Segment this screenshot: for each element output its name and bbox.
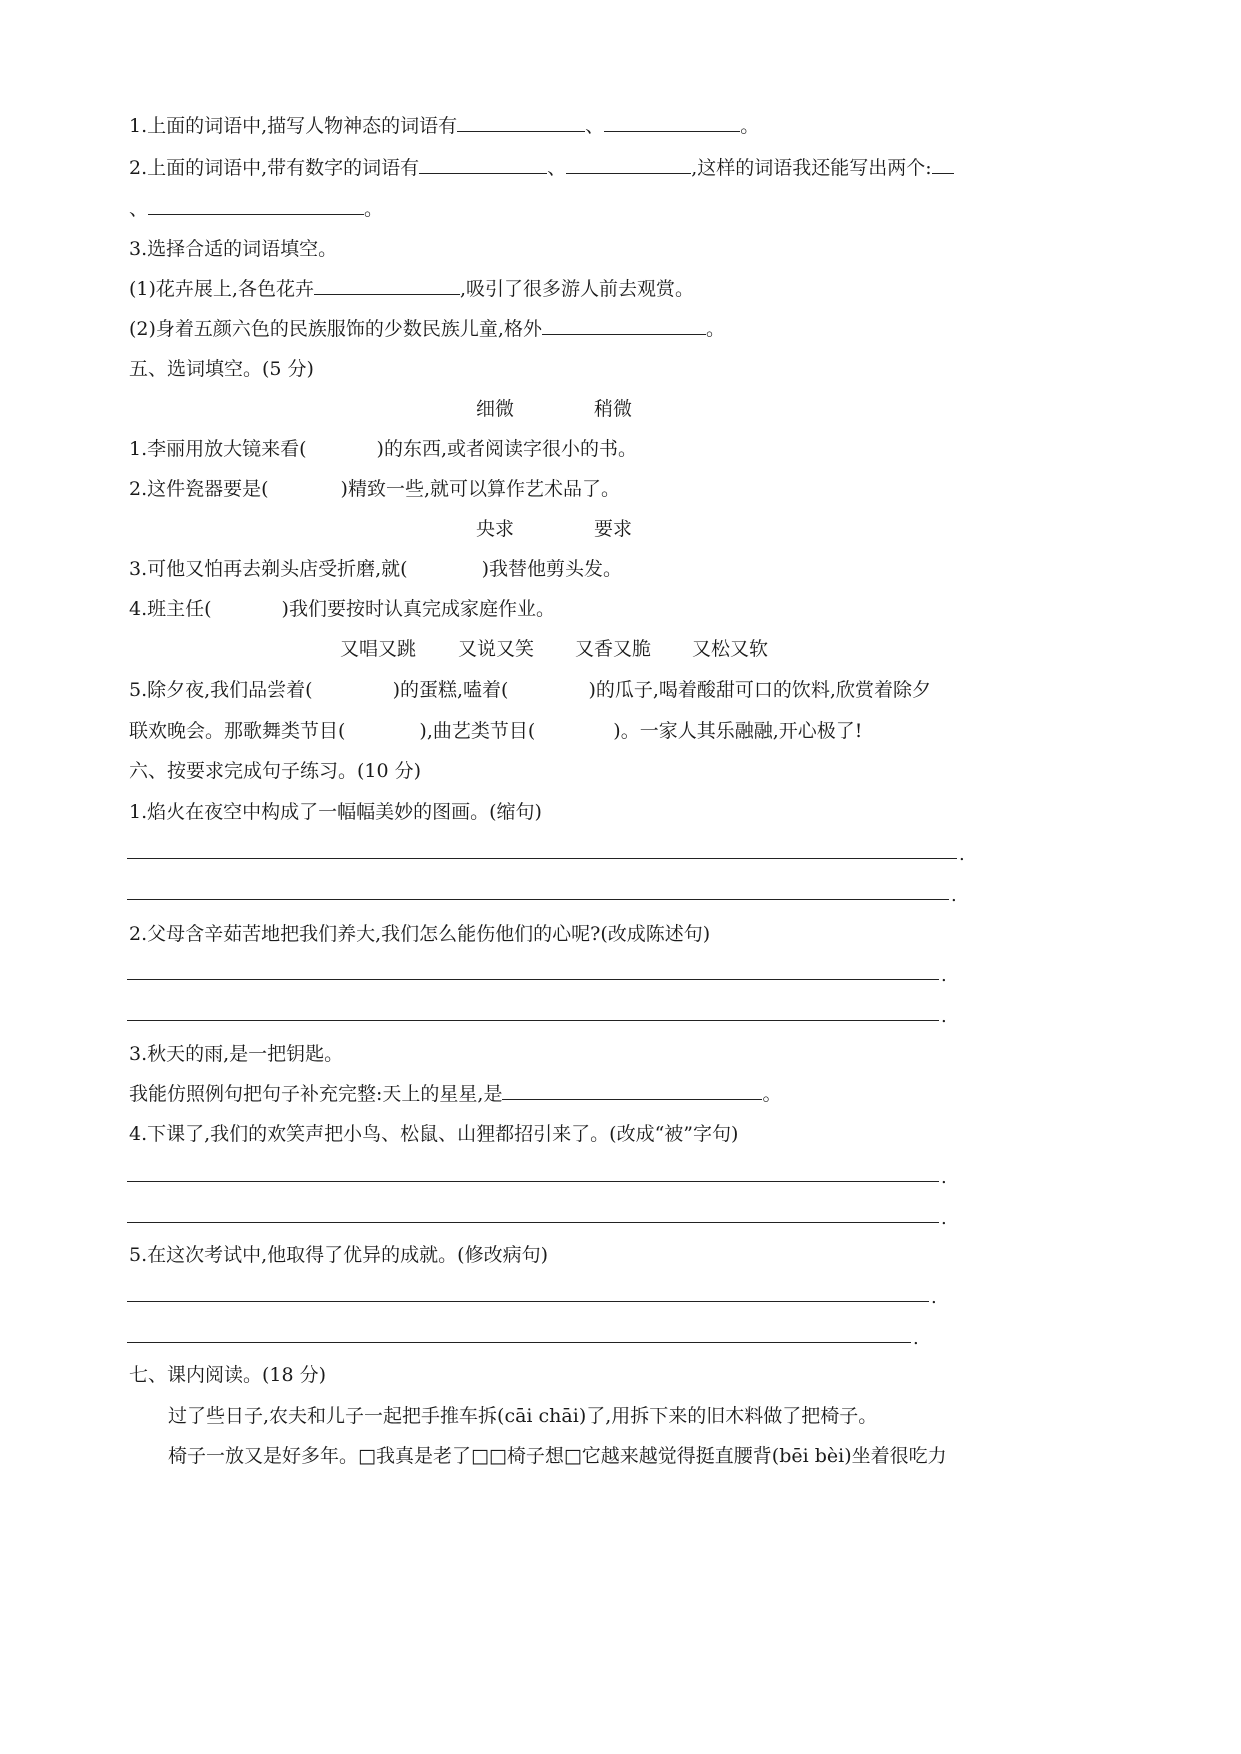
answer-line[interactable] (127, 1342, 911, 1343)
s5-question-5 (129, 677, 931, 703)
period: 。 (740, 115, 760, 137)
word-option: 央求 (476, 518, 515, 540)
line-end-dot: . (931, 1287, 937, 1308)
question-3-1 (129, 276, 694, 302)
answer-line[interactable] (127, 1181, 939, 1182)
answer-blank[interactable] (419, 155, 547, 174)
question-2-tail: ,这样的词语我还能写出两个: (691, 157, 932, 179)
line-end-dot: . (941, 1006, 947, 1027)
word-option: 细微 (476, 398, 515, 420)
answer-line[interactable] (127, 1222, 939, 1223)
answer-line[interactable] (127, 979, 939, 980)
s5-question-2-text: 2.这件瓷器要是( (129, 478, 269, 500)
line-end-dot: . (951, 885, 957, 906)
answer-line[interactable] (127, 858, 957, 859)
s5-question-2 (129, 476, 620, 502)
s5-question-1-tail: )的东西,或者阅读字很小的书。 (376, 438, 637, 460)
section-5-title: 五、选词填空。(5 分) (129, 358, 314, 380)
line-end-dot: . (913, 1328, 919, 1349)
s5-question-3 (129, 556, 622, 582)
answer-line[interactable] (127, 899, 949, 900)
answer-blank[interactable] (932, 155, 954, 174)
question-3: 3.选择合适的词语填空。 (129, 238, 338, 260)
answer-blank[interactable] (457, 113, 585, 132)
word-option: 又说又笑 (458, 638, 535, 660)
s6-question-3: 3.秋天的雨,是一把钥匙。 (129, 1043, 344, 1065)
s5-question-1-text: 1.李丽用放大镜来看( (129, 438, 307, 460)
question-3-2 (129, 316, 725, 342)
s6-question-4: 4.下课了,我们的欢笑声把小鸟、松鼠、山狸都招引来了。(改成“被”字句) (129, 1123, 739, 1145)
s5-question-3-text: 3.可他又怕再去剃头店受折磨,就( (129, 558, 408, 580)
reading-paragraph-2: 椅子一放又是好多年。□我真是老了□□椅子想□它越来越觉得挺直腰背(bēi bèi)坐着很吃力 (168, 1445, 947, 1467)
answer-blank[interactable] (148, 196, 364, 215)
s5-question-4-text: 4.班主任( (129, 598, 212, 620)
separator: 、 (585, 115, 605, 137)
answer-blank[interactable] (314, 276, 460, 295)
answer-blank[interactable] (604, 113, 740, 132)
s6-question-3-b (129, 1081, 781, 1107)
s5-question-2-tail: )精致一些,就可以算作艺术品了。 (340, 478, 620, 500)
s5-question-4-tail: )我们要按时认真完成家庭作业。 (281, 598, 555, 620)
question-3-1-text: (1)花卉展上,各色花卉 (129, 278, 314, 300)
word-option: 又香又脆 (575, 638, 652, 660)
s6-question-2: 2.父母含辛茹苦地把我们养大,我们怎么能伤他们的心呢?(改成陈述句) (129, 923, 711, 945)
answer-blank[interactable] (502, 1081, 762, 1100)
word-option: 要求 (594, 518, 633, 540)
line-end-dot: . (959, 844, 965, 865)
word-option: 又唱又跳 (340, 638, 417, 660)
answer-line[interactable] (127, 1301, 929, 1302)
s5-question-3-tail: )我替他剪头发。 (481, 558, 623, 580)
separator: 、 (129, 198, 149, 220)
word-option: 稍微 (594, 398, 633, 420)
answer-line[interactable] (127, 1020, 939, 1021)
s5-question-4 (129, 596, 555, 622)
s6-question-5: 5.在这次考试中,他取得了优异的成就。(修改病句) (129, 1244, 548, 1266)
s6-question-3-b-text: 我能仿照例句把句子补充完整:天上的星星,是 (129, 1083, 503, 1105)
reading-paragraph-1: 过了些日子,农夫和儿子一起把手推车拆(cāi chāi)了,用拆下来的旧木料做了把椅子。 (168, 1405, 878, 1427)
s5-question-5-text2: 联欢晚会。那歌舞类节目( (129, 720, 346, 742)
s5-question-5-text: 5.除夕夜,我们品尝着( (129, 679, 313, 701)
period: 。 (762, 1083, 782, 1105)
answer-blank[interactable] (566, 155, 691, 174)
question-2 (129, 155, 954, 181)
question-2-cont (129, 196, 383, 222)
line-end-dot: . (941, 965, 947, 986)
word-option: 又松又软 (692, 638, 769, 660)
question-2-text: 2.上面的词语中,带有数字的词语有 (129, 157, 420, 179)
period: 。 (705, 318, 725, 340)
s5-question-5-tail2: )。一家人其乐融融,开心极了! (613, 720, 863, 742)
s6-question-1: 1.焰火在夜空中构成了一幅幅美妙的图画。(缩句) (129, 801, 542, 823)
period: 。 (364, 198, 384, 220)
s5-question-5-cont (129, 718, 862, 744)
question-3-2-text: (2)身着五颜六色的民族服饰的少数民族儿童,格外 (129, 318, 542, 340)
s5-question-5-tail: )的瓜子,喝着酸甜可口的饮料,欣赏着除夕 (588, 679, 931, 701)
question-3-1-tail: ,吸引了很多游人前去观赏。 (459, 278, 695, 300)
question-1-text: 1.上面的词语中,描写人物神态的词语有 (129, 115, 458, 137)
line-end-dot: . (941, 1208, 947, 1229)
separator: 、 (547, 157, 567, 179)
s5-question-5-mid2: ),曲艺类节目( (419, 720, 536, 742)
section-7-title: 七、课内阅读。(18 分) (129, 1364, 327, 1386)
s5-question-5-mid: )的蛋糕,嗑着( (392, 679, 509, 701)
section-6-title: 六、按要求完成句子练习。(10 分) (129, 760, 422, 782)
answer-blank[interactable] (542, 316, 706, 335)
line-end-dot: . (941, 1167, 947, 1188)
question-1 (129, 113, 759, 139)
s5-question-1 (129, 436, 637, 462)
